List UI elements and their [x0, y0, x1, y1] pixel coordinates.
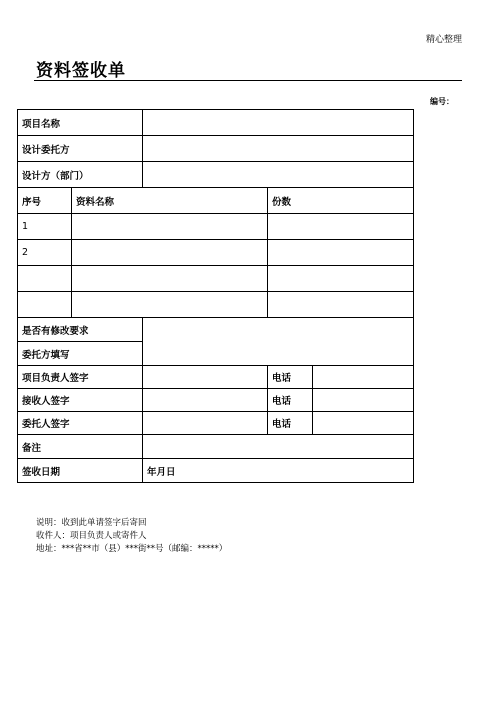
modify-request-field[interactable]: [143, 318, 414, 366]
item-name-field[interactable]: [72, 214, 268, 240]
serial-number-label: 编号：: [430, 97, 454, 106]
item-row: [18, 240, 414, 266]
remark-label: 备注: [18, 435, 143, 459]
sign-date-label: 签收日期: [18, 459, 143, 483]
design-client-label: 设计委托方: [18, 136, 143, 162]
note-line-address: 地址：***省**市（县）***街**号（邮编：*****）: [36, 544, 228, 554]
remark-field[interactable]: [143, 435, 414, 459]
title-divider: [34, 80, 462, 81]
item-row: [18, 292, 414, 318]
item-seq: 2: [18, 240, 72, 266]
form-row-project-name: [18, 110, 414, 136]
form-row-sign-date: [18, 459, 414, 483]
client-phone-label: 电话: [268, 412, 313, 435]
note-line-instruction: 说明：收到此单请签字后寄回: [36, 518, 147, 528]
item-name-field[interactable]: [72, 292, 268, 318]
client-fill-label: 委托方填写: [18, 342, 143, 366]
project-name-label: 项目名称: [18, 110, 143, 136]
modify-request-label: 是否有修改要求: [18, 318, 143, 342]
item-name-field[interactable]: [72, 266, 268, 292]
sign-date-field[interactable]: 年月日: [143, 459, 414, 483]
client-sign-field[interactable]: [143, 412, 268, 435]
form-row-modify-request: [18, 318, 414, 342]
item-seq: [18, 292, 72, 318]
col-copies-header: 份数: [268, 188, 414, 214]
form-row-designer: [18, 162, 414, 188]
col-name-header: 资料名称: [72, 188, 268, 214]
project-name-field[interactable]: [143, 110, 414, 136]
col-seq-header: 序号: [18, 188, 72, 214]
header-note: 精心整理: [425, 35, 462, 45]
pm-phone-label: 电话: [268, 366, 313, 389]
page-title: 资料签收单: [36, 61, 126, 81]
notes-block: [36, 517, 227, 556]
item-copies-field[interactable]: [268, 240, 414, 266]
pm-phone-field[interactable]: [313, 366, 414, 389]
item-copies-field[interactable]: [268, 214, 414, 240]
form-row-client-sign: [18, 412, 414, 435]
item-copies-field[interactable]: [268, 292, 414, 318]
item-seq: 1: [18, 214, 72, 240]
item-name-field[interactable]: [72, 240, 268, 266]
note-line-recipient: 收件人：项目负责人或寄件人: [36, 531, 147, 541]
receiver-sign-field[interactable]: [143, 389, 268, 412]
designer-label: 设计方（部门）: [18, 162, 143, 188]
form-row-receiver-sign: [18, 389, 414, 412]
item-copies-field[interactable]: [268, 266, 414, 292]
design-client-field[interactable]: [143, 136, 414, 162]
designer-field[interactable]: [143, 162, 414, 188]
item-row: [18, 266, 414, 292]
item-row: [18, 214, 414, 240]
receiver-phone-label: 电话: [268, 389, 313, 412]
form-row-pm-sign: [18, 366, 414, 389]
form-row-design-client: [18, 136, 414, 162]
pm-sign-label: 项目负责人签字: [18, 366, 143, 389]
form-row-remark: [18, 435, 414, 459]
client-phone-field[interactable]: [313, 412, 414, 435]
receipt-form-table: [17, 109, 414, 483]
client-sign-label: 委托人签字: [18, 412, 143, 435]
pm-sign-field[interactable]: [143, 366, 268, 389]
item-seq: [18, 266, 72, 292]
items-header-row: [18, 188, 414, 214]
receiver-sign-label: 接收人签字: [18, 389, 143, 412]
receiver-phone-field[interactable]: [313, 389, 414, 412]
